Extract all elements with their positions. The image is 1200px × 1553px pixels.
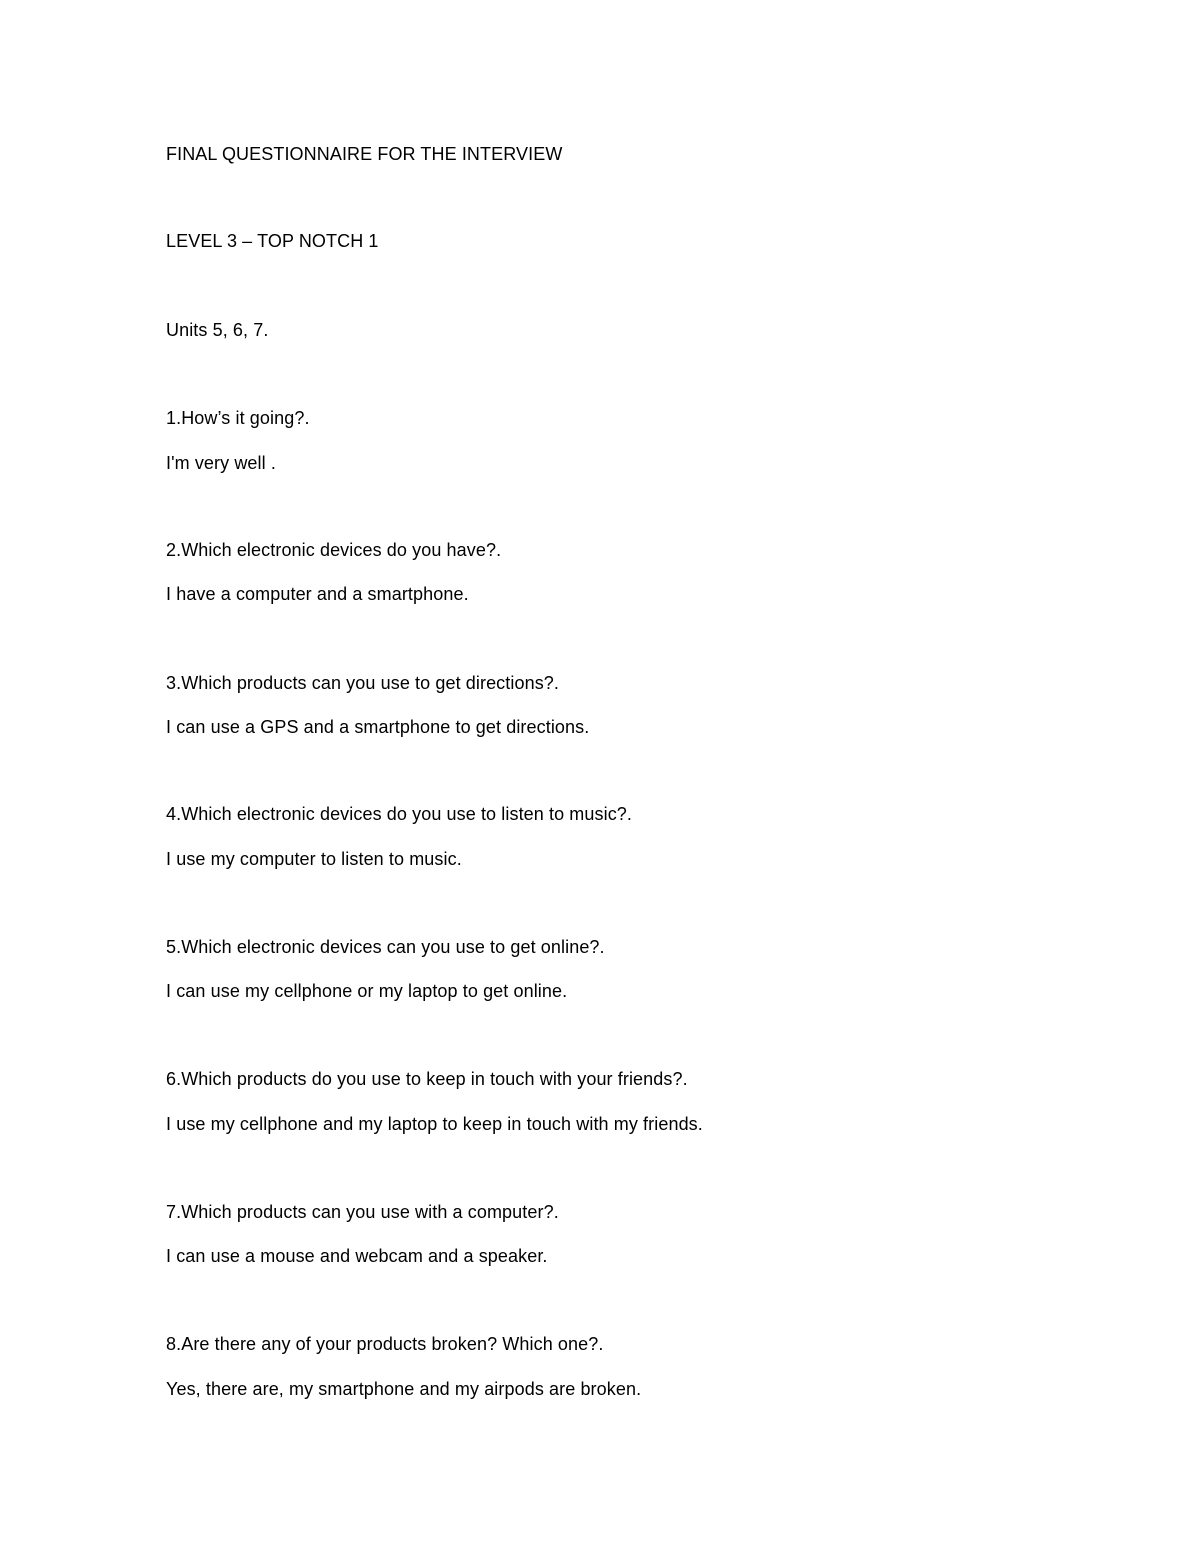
answer-4: I use my computer to listen to music. [166,849,462,869]
answer-8: Yes, there are, my smartphone and my airpods are broken. [166,1379,642,1399]
answer-1: I'm very well . [166,453,276,473]
question-4: 4.Which electronic devices do you use to listen to music?. [166,804,633,824]
question-2: 2.Which electronic devices do you have?. [166,540,502,560]
answer-7: I can use a mouse and webcam and a speaker. [166,1246,548,1266]
question-1: 1.How’s it going?. [166,408,310,428]
answer-3: I can use a GPS and a smartphone to get directions. [166,717,590,737]
question-6: 6.Which products do you use to keep in touch with your friends?. [166,1069,688,1089]
answer-6: I use my cellphone and my laptop to keep in touch with my friends. [166,1114,703,1134]
document-title: FINAL QUESTIONNAIRE FOR THE INTERVIEW [166,144,563,164]
level-heading: LEVEL 3 – TOP NOTCH 1 [166,231,379,251]
question-5: 5.Which electronic devices can you use to get online?. [166,937,605,957]
question-3: 3.Which products can you use to get directions?. [166,673,560,693]
question-8: 8.Are there any of your products broken? Which one?. [166,1334,604,1354]
answer-2: I have a computer and a smartphone. [166,584,469,604]
answer-5: I can use my cellphone or my laptop to get online. [166,981,568,1001]
question-7: 7.Which products can you use with a computer?. [166,1202,559,1222]
units-heading: Units 5, 6, 7. [166,320,269,340]
